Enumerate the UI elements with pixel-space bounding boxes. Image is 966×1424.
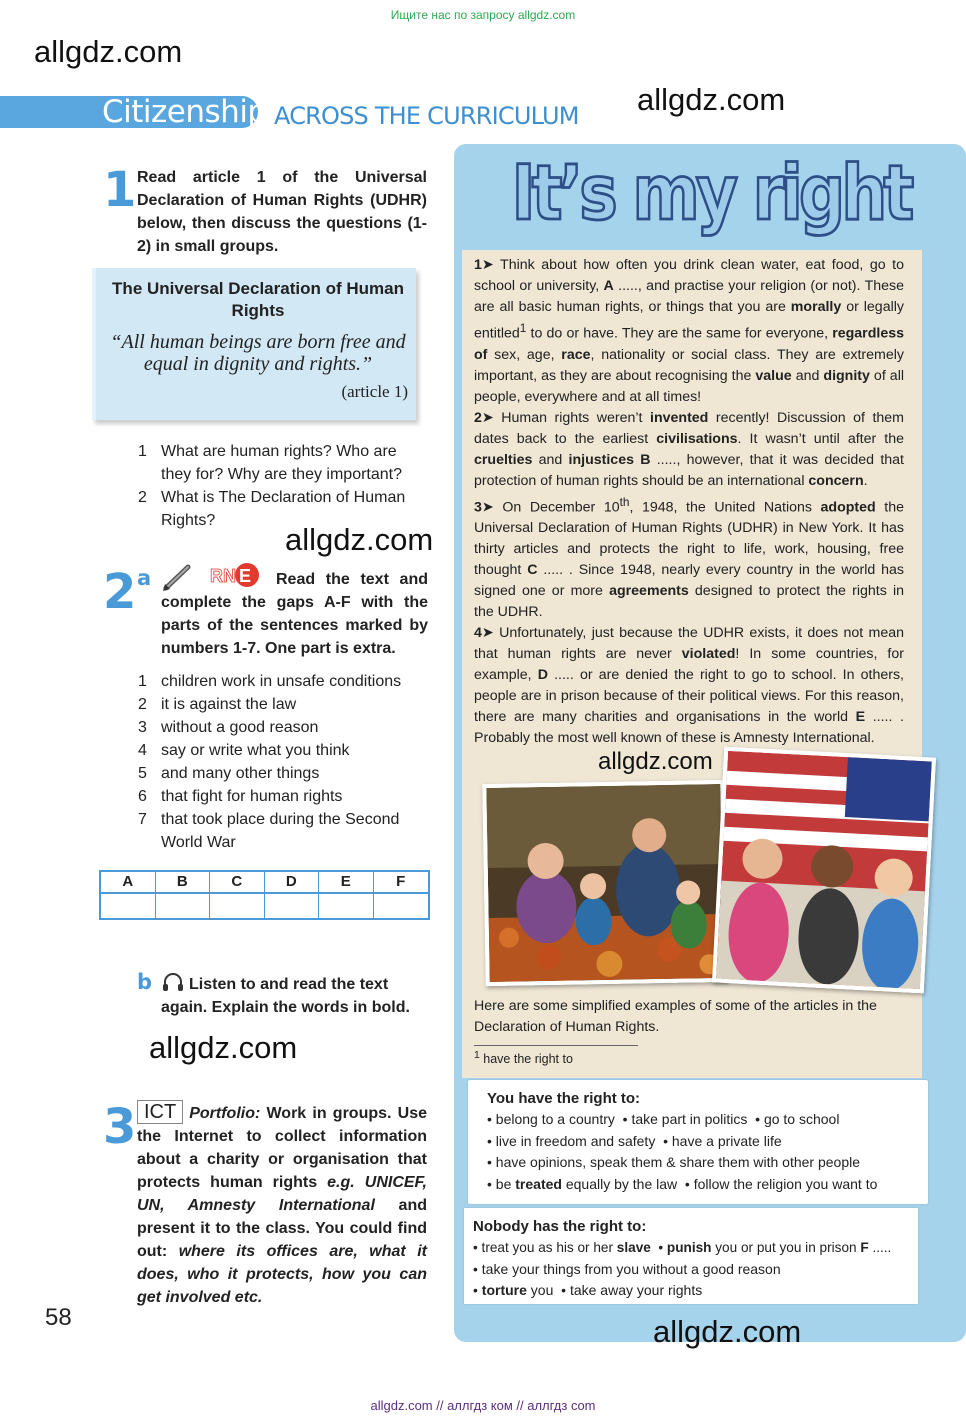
task1-instruction: Read article 1 of the Universal Declaration of Human Rights (UDHR) below, then discuss the questions (1-2) in small groups. bbox=[137, 169, 427, 255]
table-header-cell: D bbox=[265, 872, 320, 894]
list-item: 5 and many other things bbox=[138, 765, 320, 782]
table-header-cell: E bbox=[319, 872, 374, 894]
list-item: 1 children work in unsafe conditions bbox=[138, 673, 402, 690]
subtask-letter: b bbox=[137, 970, 153, 994]
task2b-instruction: Listen to and read the text again. Explain the words in bold. bbox=[161, 976, 410, 1016]
list-item: • be treated equally by the law • follow the religion you want to bbox=[487, 1175, 878, 1192]
answer-cell[interactable] bbox=[319, 894, 374, 920]
watermark-text: allgdz.com bbox=[34, 34, 183, 69]
ict-label: ICT bbox=[137, 1100, 183, 1124]
table-header-cell: C bbox=[210, 872, 265, 894]
bottom-watermark: allgdz.com // аллгдз ком // аллгдз com bbox=[370, 1398, 596, 1413]
article-paragraph: 3➤ On December 10th, 1948, the United Nations adopted the Universal Declaration of Human Rights (UDHR) in New York. It has thirty articles and protects the right to life, work, housing, free thought C ..... . Since 1948, nearly every country in the world has signed one or more agreements designed to protect the rights in the UDHR. bbox=[474, 494, 905, 621]
udhr-quote-box bbox=[92, 268, 416, 420]
list-item: 3 without a good reason bbox=[138, 719, 319, 736]
examples-intro: Here are some simplified examples of some of the articles in the Declaration of Human Rights. bbox=[474, 998, 877, 1035]
list-item: 7 that took place during the Second World War bbox=[138, 811, 400, 851]
list-item: 4 say or write what you think bbox=[138, 742, 350, 759]
udhr-article-ref: (article 1) bbox=[341, 382, 408, 401]
task-number: 3 bbox=[103, 1099, 137, 1155]
table-header-cell: F bbox=[374, 872, 429, 894]
udhr-quote: “All human beings are born free and equal in dignity and rights.” bbox=[110, 331, 406, 375]
children-photo bbox=[712, 747, 936, 994]
nobody-box-heading: Nobody has the right to: bbox=[473, 1218, 647, 1235]
answer-cell[interactable] bbox=[374, 894, 429, 920]
subject-banner bbox=[0, 94, 267, 130]
portfolio-label: Portfolio: bbox=[189, 1105, 261, 1122]
subtask-letter: a bbox=[137, 566, 152, 590]
table-header-cell: B bbox=[156, 872, 211, 894]
task-number: 2 bbox=[103, 564, 137, 620]
list-item: 2 it is against the law bbox=[138, 696, 297, 713]
list-item: 2 What is The Declaration of Human Rights? bbox=[138, 489, 406, 529]
answer-cell[interactable] bbox=[210, 894, 265, 920]
list-item: • torture you • take away your rights bbox=[473, 1282, 703, 1298]
rights-box-heading: You have the right to: bbox=[487, 1090, 641, 1107]
svg-text:E: E bbox=[239, 566, 252, 586]
table-header-cell: A bbox=[101, 872, 156, 894]
task1-questions bbox=[138, 440, 430, 532]
watermark-text: allgdz.com bbox=[285, 522, 434, 557]
answer-cell[interactable] bbox=[101, 894, 156, 920]
svg-text:It’s my right: It’s my right bbox=[511, 150, 911, 238]
task3-instruction: ICT Portfolio: Work in groups. Use the Internet to collect information about a charity or organisation that protects human rights e.g. UNICEF, UN, Amnesty International and present it to the class. You could find out: where its offices are, what it does, who it protects, how you can get involved etc. bbox=[137, 1101, 428, 1306]
article-body bbox=[474, 255, 904, 749]
rights-box-content bbox=[487, 1088, 877, 1195]
section-title: ACROSS THE CURRICULUM bbox=[274, 102, 579, 130]
list-item: 1 What are human rights? Who are they for? Why are they important? bbox=[138, 443, 402, 483]
watermark-text: allgdz.com bbox=[598, 748, 713, 775]
footnote-divider bbox=[474, 1045, 638, 1046]
watermark-text: allgdz.com bbox=[637, 82, 786, 117]
svg-text:RN: RN bbox=[210, 566, 236, 586]
list-item: • have opinions, speak them & share them with other people bbox=[487, 1154, 861, 1170]
list-item: • take your things from you without a good reason bbox=[473, 1260, 781, 1277]
list-item: • treat you as his or her slave • punish you or put you in prison F ..... bbox=[473, 1240, 892, 1255]
answer-cell[interactable] bbox=[156, 894, 211, 920]
article-paragraph: 4➤ Unfortunately, just because the UDHR exists, it does not mean that human rights are never violated! In some countries, for example, D ..... or are denied the right to go to school. In others, people are in prison because of their political views. For this reason, there are many charities and organisations in the world E ..... . Probably the most well known of these is Amnesty International. bbox=[474, 625, 904, 747]
top-watermark: Ищите нас по запросу allgdz.com bbox=[390, 8, 576, 22]
watermark-text: allgdz.com bbox=[149, 1030, 298, 1065]
task-number: 1 bbox=[103, 162, 137, 218]
list-item: • belong to a country • take part in politics • go to school bbox=[487, 1111, 840, 1127]
list-item: 6 that fight for human rights bbox=[138, 788, 343, 805]
nobody-box bbox=[464, 1208, 918, 1304]
page-number: 58 bbox=[45, 1304, 72, 1331]
article-title bbox=[462, 150, 960, 238]
nobody-box-content bbox=[473, 1216, 891, 1302]
article-paragraph: 1➤ Think about how often you drink clean water, eat food, go to school or university, A ....., and practise your religion (or not). These are all basic human rights, or things that you are morally or legally entitled$^1$ to do or have. They are the same for everyone, regardless of sex, age, race, nationality or social class. They are extremely important, as they are about recognising the value and dignity of all people, everywhere and at all times! bbox=[474, 257, 905, 405]
rights-box bbox=[468, 1080, 928, 1204]
subject-title: Citizenship bbox=[102, 94, 267, 130]
options-list bbox=[138, 670, 430, 854]
list-item: • live in freedom and safety • have a private life bbox=[487, 1132, 782, 1149]
task2a-instruction: Read the text and complete the gaps A-F with the parts of the sentences marked by numbers 1-7. One part is extra. bbox=[161, 571, 428, 657]
article-paragraph: 2➤ Human rights weren’t invented recently! Discussion of them dates back to the earliest civilisations. It wasn’t until after the cruelties and injustices B ....., however, that it was decided that protection of human rights should be an international concern. bbox=[474, 409, 905, 489]
footnote: $^1$ have the right to bbox=[474, 1050, 573, 1067]
family-photo bbox=[482, 780, 727, 986]
answer-cell[interactable] bbox=[265, 894, 320, 920]
udhr-box-title: The Universal Declaration of Human Rights bbox=[112, 279, 404, 320]
answer-table bbox=[99, 870, 430, 920]
watermark-text: allgdz.com bbox=[653, 1314, 802, 1349]
